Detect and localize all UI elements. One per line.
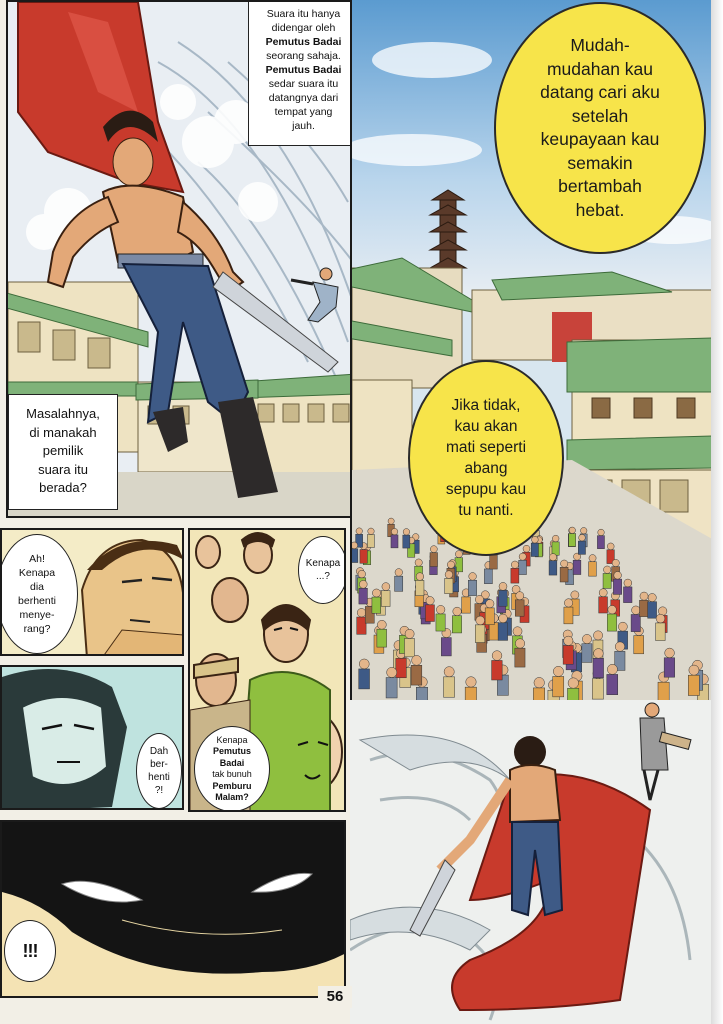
panel-hero-back [350,700,712,1024]
bubble-line: berhenti [18,595,56,607]
crowd-person-head [486,599,494,607]
crowd-person [468,580,476,595]
crowd-person-head [603,566,610,573]
crowd-person-head [426,597,434,605]
crowd-person-head [515,639,524,648]
crowd-person [578,541,585,554]
crowd-person-head [372,589,380,597]
page-edge [711,0,723,1024]
crowd-person-head [444,667,454,677]
bubble-line: Dah [149,746,169,757]
bubble-line: Kenapa [305,558,341,569]
crowd-person-head [466,677,476,687]
page-number: 56 [318,986,352,1008]
crowd-person-head [359,580,367,588]
crowd-person [552,542,559,555]
crowd-person-head [599,589,607,597]
crowd-person-head [532,536,539,543]
crowd-person [462,597,471,613]
crowd-person [359,669,370,689]
panel-city-crowd [350,0,712,700]
crowd-person-head [569,527,575,533]
bubble-line: ...? [316,571,330,582]
crowd-person [395,576,403,591]
crowd-person-head [632,606,641,615]
crowd-person [567,688,578,700]
crowd-person [658,682,669,700]
bubble-name: Pemburu Malam [212,780,252,802]
crowd-person-head [516,592,524,600]
crowd-person-head [579,534,586,541]
bubble-line: mati seperti [445,439,527,456]
crowd-person [613,579,621,594]
caption-line: di manakah [29,424,97,440]
crowd-person [560,567,568,582]
crowd-person [485,608,494,625]
crowd-person-head [618,622,627,631]
crowd-person [656,623,666,641]
crowd-person-head [640,592,648,600]
crowd-person [519,560,527,574]
crowd-person [359,588,368,604]
crowd-person [360,550,367,564]
crowd-person-head [607,664,617,674]
crowd-person-head [476,616,485,625]
crowd-person [603,573,611,588]
caption-line: datangnya dari [268,92,339,104]
crowd-person [411,665,422,685]
bubble-line: keupayaan kau [540,129,660,149]
crowd-person-head [395,569,403,577]
crowd-person [499,590,508,606]
crowd-person-head [523,545,530,552]
crowd-person-head [593,631,602,640]
crowd-person-head [552,535,559,542]
bubble-line: Kenapa [18,567,56,579]
crowd-person-head [475,595,483,603]
crowd-person [639,600,648,616]
caption-name: Pemutus Badai [265,64,342,76]
crowd-person [441,638,451,656]
panel-ah [0,528,184,656]
crowd-person-head [377,620,386,629]
crowd-person-head [359,659,369,669]
crowd-person-head [689,665,699,675]
crowd-person [593,658,604,677]
crowd-person-head [445,571,453,579]
crowd-person [511,568,519,583]
crowd-person-head [412,655,422,665]
bubble-line: Ah! [29,553,45,565]
crowd-person [607,674,618,694]
bubble-line: tu nanti. [458,502,514,519]
crowd-person-head [519,553,526,560]
crowd-person-head [499,614,508,623]
crowd-person-head [415,559,422,566]
crowd-person [533,688,544,700]
caption-line: suara itu [38,461,88,477]
bubble-line: Mudah- [570,35,630,55]
speech-bubble-kenapa-pemutus [194,726,270,812]
speech-bubble-dah [136,733,182,809]
crowd-person-head [388,518,394,524]
crowd-person-head [594,649,604,659]
crowd-person-head [549,554,556,561]
crowd-person [531,543,538,556]
crowd-person [582,644,592,663]
crowd-person [445,578,453,593]
crowd-person [465,687,476,700]
caption-line: tempat yang [274,106,333,118]
crowd-person-head [430,546,437,553]
crowd-person-head [368,528,374,534]
crowd-person-head [499,582,507,590]
crowd-person-head [568,678,578,688]
panel-eyes [0,820,346,998]
crowd-person-head [405,629,414,638]
caption-line: Masalahnya, [26,406,100,421]
caption-line: berada? [39,480,87,495]
crowd-person-head [356,528,362,534]
bubble-punct: ? [243,792,249,802]
bubble-line: setelah [571,105,629,126]
crowd-person [623,587,632,603]
crowd-person [515,648,525,667]
crowd-person-head [453,607,462,616]
crowd-person [430,553,438,567]
caption-narration-bottom [8,394,118,510]
crowd-person-head [469,573,477,581]
crowd-person [372,597,381,613]
crowd-person-head [553,666,563,676]
crowd-person [357,617,366,634]
crowd-person [416,687,427,700]
crowd-person [498,623,508,641]
crowd-person-head [665,648,675,658]
crowd-person-head [403,529,409,535]
crowd-person-head [534,677,544,687]
crowd-person-head [455,551,462,558]
bubble-line: kau akan [454,418,518,435]
crowd-person [492,660,503,680]
crowd-person-head [564,599,572,607]
panel-hero-leap [6,0,355,518]
bubble-line: dia [29,581,44,593]
speech-bubble-kenapa [298,536,346,604]
crowd-person [597,536,604,549]
crowd-person-head [607,543,614,550]
panel-eyes-art [2,822,346,998]
caption-line: didengar oleh [271,22,336,34]
bubble-line: Jika tidak, [451,397,521,414]
panel-group-faces [188,528,346,812]
crowd-person [416,580,424,595]
crowd-person [569,534,576,547]
bubble-line: semakin [567,152,633,173]
panel-dah [0,665,184,810]
crowd-person [592,679,603,699]
crowd-person-head [492,651,502,661]
crowd-person-head [387,667,397,677]
crowd-person-head [564,636,573,645]
crowd-person [490,555,498,569]
crowd-person-head [391,528,397,534]
crowd-person [589,562,597,576]
crowd-person [573,560,581,574]
crowd-person [648,602,657,618]
speech-bubble-yellow-mid [408,360,564,556]
crowd-person [386,678,397,698]
speech-bubble-exclaim [4,920,56,982]
crowd-person [404,638,414,656]
crowd-person-head [598,529,605,536]
crowd-person [391,535,398,548]
crowd-person [425,605,434,622]
bubble-line: !!! [22,940,38,961]
crowd-person-head [382,583,390,591]
crowd-person-head [648,593,656,601]
bubble-line: hebat. [575,199,625,220]
crowd-person [403,535,410,548]
crowd-person-head [447,561,454,568]
crowd-person-head [358,570,366,578]
panel-hero-back-art [350,700,712,1024]
bubble-line: ?! [154,785,164,796]
crowd-person [396,658,407,677]
crowd-person [664,658,675,677]
crowd-person [634,636,644,654]
bubble-line: tak bunuh [212,769,252,779]
bubble-line: bertambah [558,176,642,196]
crowd-person-head [614,571,622,579]
crowd-person [599,597,608,613]
crowd-person [377,629,387,647]
speech-bubble-yellow-top [494,2,706,254]
crowd-person-head [656,614,665,623]
caption-line: jauh. [292,120,315,132]
bubble-line: ber- [150,759,168,770]
crowd-person-head [615,642,625,652]
crowd-person-head [513,627,522,636]
crowd-person [688,675,699,695]
caption-line: seorang sahaja. [266,50,341,62]
crowd-person-head [589,555,596,562]
crowd-person-head [608,605,617,614]
bubble-line: sepupu kau [445,481,527,498]
caption-line: pemilik [42,443,84,458]
crowd-person [489,623,499,641]
crowd-person-head [511,561,518,568]
caption-line: sedar suara itu [268,78,339,90]
bubble-line: rang? [23,623,51,635]
bubble-line: abang [464,460,508,477]
caption-line: Suara itu hanya [266,8,341,20]
crowd-person [515,600,524,616]
crowd-person [549,561,557,575]
bubble-line: henti [148,772,170,783]
crowd-person-head [357,608,366,617]
crowd-person-head [436,605,445,614]
crowd-person-head [624,579,632,587]
bubble-name: Pemutus Badai [212,746,251,768]
crowd-person [607,614,616,631]
caption-name: Pemutus Badai [265,36,342,48]
crowd-person-head [612,559,619,566]
bubble-line: datang cari aku [540,82,660,102]
crowd-person [475,625,485,643]
crowd-person [452,616,461,633]
bubble-line: mudahan kau [546,58,654,79]
crowd-person-head [561,560,568,567]
crowd-person-head [352,542,358,549]
bubble-line: menye- [19,609,55,621]
crowd-person [381,591,390,607]
caption-narration-top [248,0,355,146]
crowd-person [631,614,640,631]
crowd-person [553,676,564,696]
crowd-person [436,614,445,631]
crowd-person-head [581,527,587,533]
crowd-person [444,677,455,697]
crowd-person-head [416,573,424,581]
crowd-person [352,549,358,563]
crowd-person [563,645,573,664]
crowd-person [367,535,374,548]
crowd-person [484,569,492,584]
bubble-line: Kenapa [216,734,248,745]
crowd-person-head [571,591,579,599]
crowd-person-head [582,634,591,643]
crowd-person [564,607,573,624]
